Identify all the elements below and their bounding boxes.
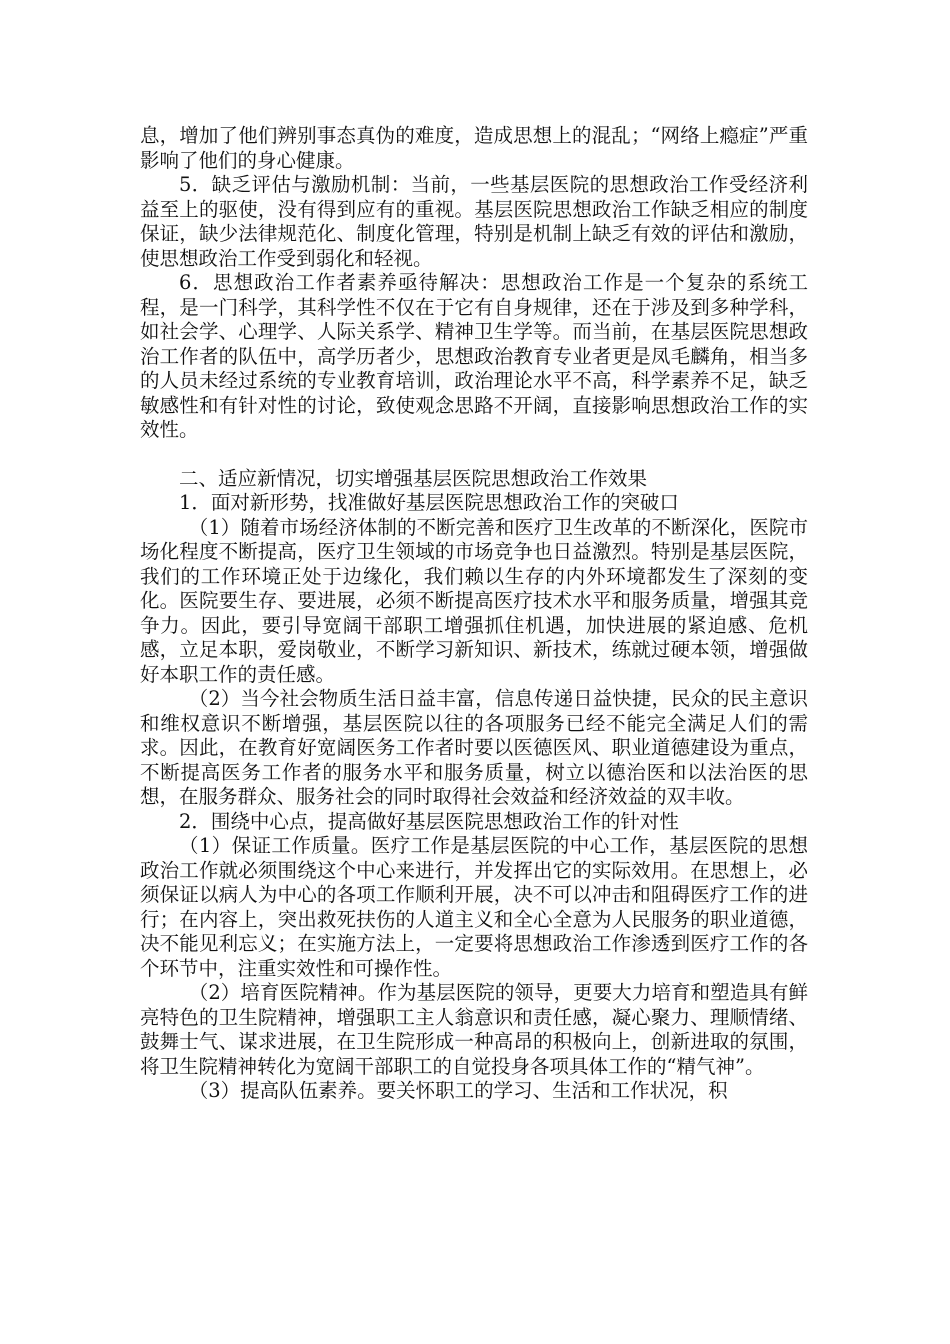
paragraph-2-1: （1）保证工作质量。医疗工作是基层医院的中心工作，基层医院的思想政治工作就必须围绕这个中心来进行，并发挥出它的实际效用。在思想上，必须保证以病人为中心的各项工作顺利开展，决不可以冲击和阻碍医疗工作的进行；在内容上，突出救死扶伤的人道主义和全心全意为人民服务的职业道德，决不能见利忘义；在实施方法上，一定要将思想政治工作渗透到医疗工作的各个环节中，注重实效性和可操作性。 xyxy=(140,834,808,980)
subheading-2: 2．围绕中心点，提高做好基层医院思想政治工作的针对性 xyxy=(179,809,679,833)
paragraph-2-2: （2）培育医院精神。作为基层医院的领导，更要大力培育和塑造具有鲜亮特色的卫生院精神，增强职工主人翁意识和责任感，凝心聚力、理顺情绪、鼓舞士气、谋求进展，在卫生院形成一种高昂的积极向上，创新进取的氛围，将卫生院精神转化为宽阔干部职工的自觉投身各项具体工作的“精气神”。 xyxy=(140,981,808,1078)
paragraph-item-6: 6．思想政治工作者素养亟待解决：思想政治工作是一个复杂的系统工程，是一门科学，其科学性不仅在于它有自身规律，还在于涉及到多种学科，如社会学、心理学、人际关系学、精神卫生学等。而当前，在基层医院思想政治工作者的队伍中，高学历者少，思想政治教育专业者更是凤毛麟角，相当多的人员未经过系统的专业教育培训，政治理论水平不高，科学素养不足，缺乏敏感性和有针对性的讨论，致使观念思路不开阔，直接影响思想政治工作的实效性。 xyxy=(140,271,808,441)
paragraph-continuation: 息，增加了他们辨别事态真伪的难度，造成思想上的混乱；“网络上瘾症”严重影响了他们的身心健康。 xyxy=(140,124,808,172)
paragraph-spacer xyxy=(140,443,808,467)
section-heading-2: 二、适应新情况，切实增强基层医院思想政治工作效果 xyxy=(179,466,648,490)
paragraph-1-1: （1）随着市场经济体制的不断完善和医疗卫生改革的不断深化，医院市场化程度不断提高，医疗卫生领域的市场竞争也日益激烈。特别是基层医院，我们的工作环境正处于边缘化，我们赖以生存的内外环境都发生了深刻的变化。医院要生存、要进展，必须不断提高医疗技术水平和服务质量，增强其竞争力。因此，要引导宽阔干部职工增强抓住机遇，加快进展的紧迫感、危机感，立足本职，爱岗敬业，不断学习新知识、新技术，练就过硬本领，增强做好本职工作的责任感。 xyxy=(140,515,808,686)
paragraph-2-3: （3）提高队伍素养。要关怀职工的学习、生活和工作状况，积 xyxy=(188,1079,728,1102)
paragraph-1-2: （2）当今社会物质生活日益丰富，信息传递日益快捷，民众的民主意识和维权意识不断增强，基层医院以往的各项服务已经不能完全满足人们的需求。因此，在教育好宽阔医务工作者时要以医德医风、职业道德建设为重点，不断提高医务工作者的服务水平和服务质量，树立以德治医和以法治医的思想，在服务群众、服务社会的同时取得社会效益和经济效益的双丰收。 xyxy=(140,687,808,808)
subheading-1: 1．面对新形势，找准做好基层医院思想政治工作的突破口 xyxy=(179,491,679,514)
document-body xyxy=(140,124,808,1104)
paragraph-item-5: 5．缺乏评估与激励机制：当前，一些基层医院的思想政治工作受经济利益至上的驱使，没有得到应有的重视。基层医院思想政治工作缺乏相应的制度保证，缺少法律规范化、制度化管理，特别是机制上缺乏有效的评估和激励，使思想政治工作受到弱化和轻视。 xyxy=(140,173,808,270)
